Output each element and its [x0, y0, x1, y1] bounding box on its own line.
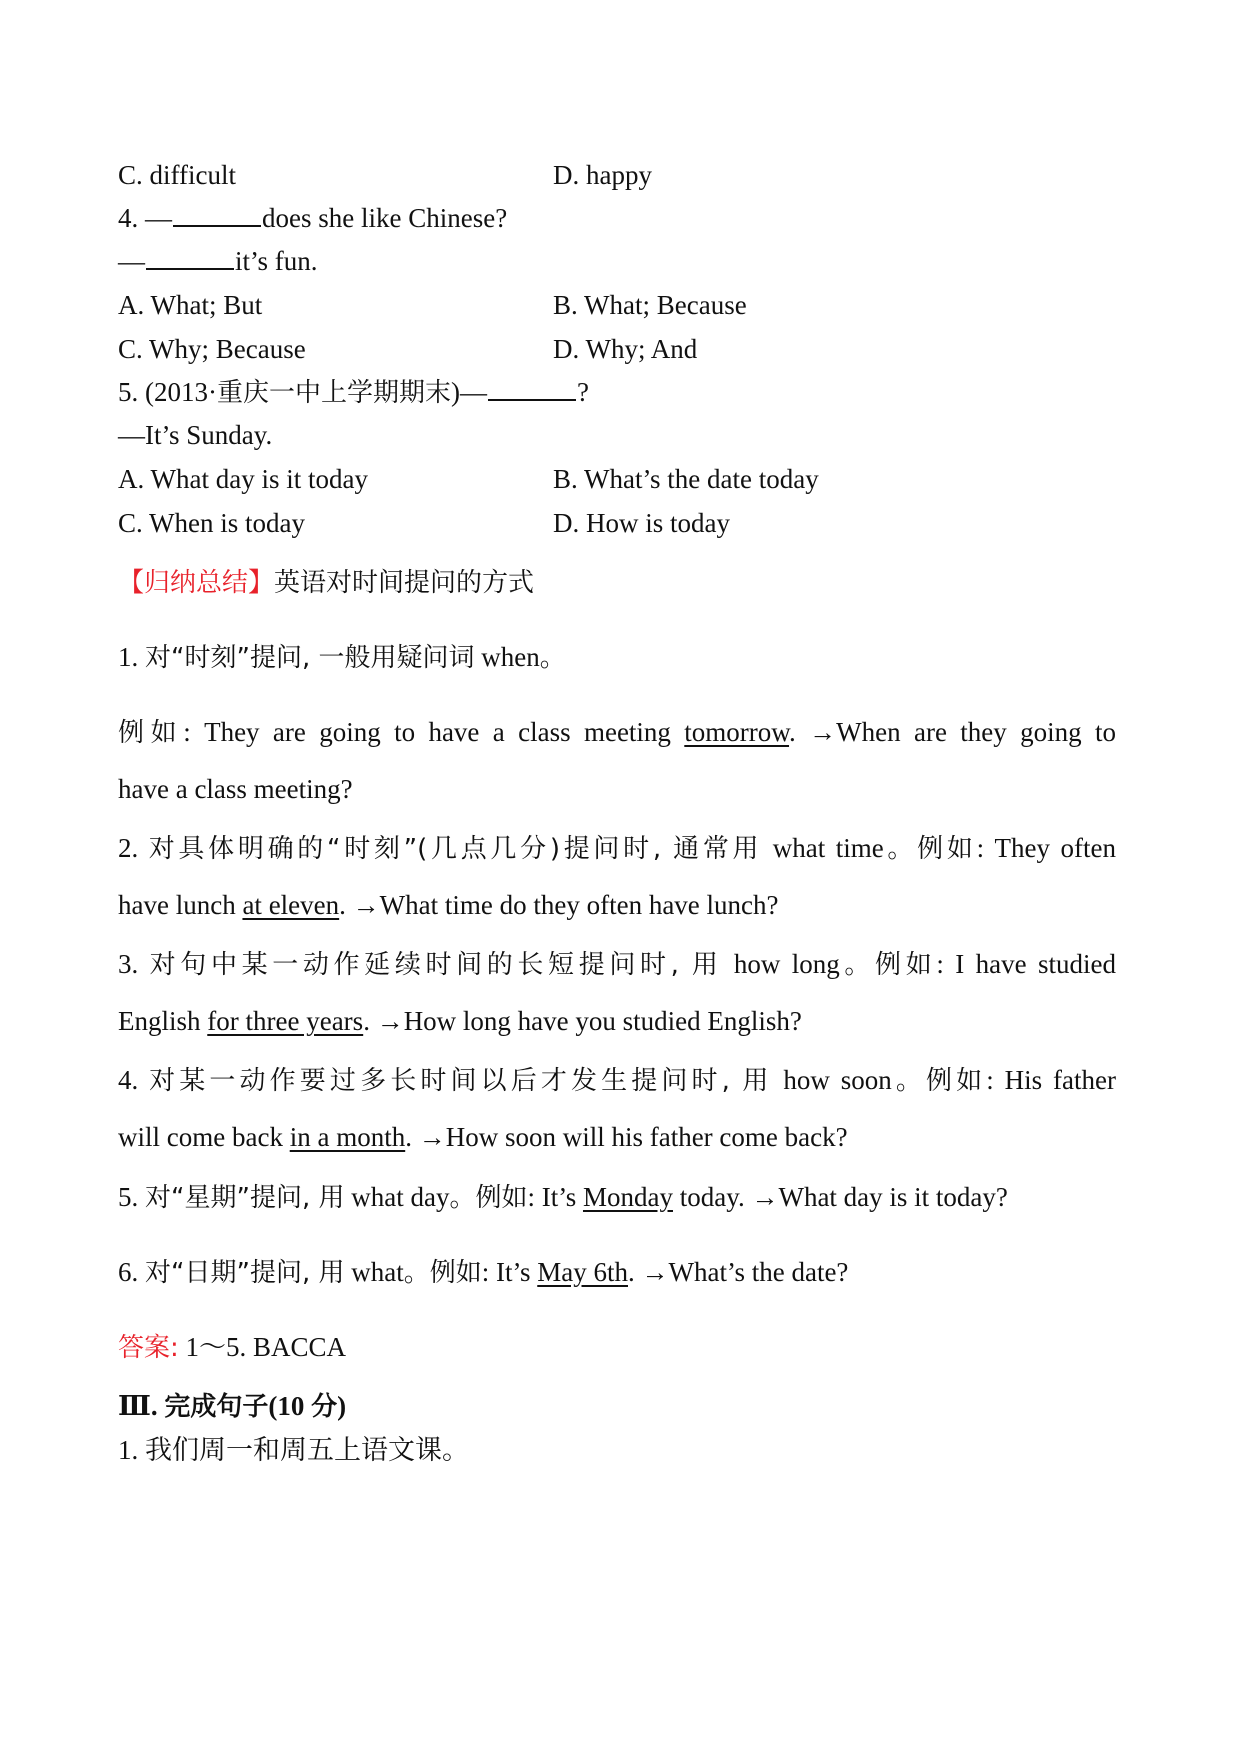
rule-5-num: 5. [118, 1182, 145, 1212]
rule-2-line2 [118, 888, 779, 922]
rule-4-underlined: in a month [289, 1122, 406, 1152]
q5-prefix: 5. (2013· [118, 377, 217, 407]
rule-2-num: 2. [118, 833, 149, 863]
rule-6-en: what [344, 1257, 404, 1287]
answer-value: 1～5. BACCA [178, 1332, 347, 1362]
rule-5-pre: : It’s [527, 1182, 583, 1212]
rule-3-line2 [118, 1004, 802, 1038]
rule-2-cn2: 。例如 [883, 834, 977, 864]
rule-5-post: today. →What day is it today? [672, 1182, 1008, 1212]
rule-1 [118, 640, 566, 675]
rule-4-line2-pre: will come back [118, 1122, 290, 1152]
rule-4-num: 4. [118, 1065, 150, 1095]
rule-1-example-underlined: tomorrow [684, 717, 790, 747]
rule-4-line2-post: . →How soon will his father come back? [405, 1122, 848, 1152]
answer-label: 答案: [118, 1333, 179, 1363]
rule-5 [118, 1180, 1008, 1215]
rule-6-underlined: May 6th [537, 1257, 628, 1287]
rule-1-example-line2: have a class meeting? [118, 774, 353, 804]
rule-2 [118, 831, 1116, 866]
section-3-score: (10 [268, 1391, 312, 1421]
rule-1-example-after: . →When are they going to [789, 717, 1116, 747]
rule-3-cn2: 。例如 [839, 950, 937, 980]
rule-2-underlined: at eleven [242, 890, 340, 920]
rule-6-pre: : It’s [481, 1257, 538, 1287]
q5-reply: —It’s Sunday. [118, 420, 273, 450]
q4-option-c: C. Why; Because [118, 334, 306, 364]
section-3-title [118, 1389, 346, 1424]
rule-1-num: 1. [118, 642, 145, 672]
section-3-num: Ⅲ. [118, 1391, 165, 1421]
section-3-cn: 完成句子 [164, 1392, 269, 1422]
summary-title: 英语对时间提问的方式 [274, 568, 535, 598]
section-3-end: ) [337, 1391, 347, 1421]
rule-3-line2-pre: English [118, 1006, 208, 1036]
rule-2-tail: : They often [976, 833, 1116, 863]
rule-6 [118, 1255, 848, 1290]
rule-6-cn: 对“日期”提问, 用 [145, 1258, 345, 1288]
rule-3-line2-post: . →How long have you studied English? [363, 1006, 802, 1036]
q4-stem-text: does she like Chinese? [262, 203, 508, 233]
rule-4-tail: : His father [986, 1065, 1116, 1095]
q5-qmark: ? [577, 377, 589, 407]
summary-heading [118, 566, 534, 600]
q4-stem [118, 201, 507, 235]
rule-4-cn: 对某一动作要过多长时间以后才发生提问时, 用 [149, 1066, 773, 1096]
rule-6-num: 6. [118, 1257, 145, 1287]
q5-option-a: A. What day is it today [118, 464, 368, 494]
rule-1-example-text: : They are going to have a class meeting [183, 717, 685, 747]
rule-2-cn: 对具体明确的“时刻”(几点几分)提问时, 通常用 [148, 834, 763, 864]
q4-option-a: A. What; But [118, 290, 263, 320]
rule-3-en: how long [722, 949, 840, 979]
section-3-q1: 1. 我们周一和周五上语文课。 [118, 1435, 469, 1465]
rule-5-en: what day [344, 1182, 450, 1212]
rule-4 [118, 1063, 1116, 1098]
q3-option-d: D. happy [553, 160, 652, 190]
q5-source: 重庆一中上学期期末 [216, 378, 451, 408]
summary-tag: 【归纳总结】 [118, 568, 275, 598]
rule-3-underlined: for three years [207, 1006, 364, 1036]
q4-blank-1 [173, 207, 261, 227]
rule-5-cn: 对“星期”提问, 用 [145, 1183, 345, 1213]
rule-5-underlined: Monday [582, 1182, 673, 1212]
rule-1-cn: 对“时刻”提问, 一般用疑问词 [145, 643, 475, 673]
q4-reply-dash: — [118, 246, 145, 276]
rule-6-cn2: 。例如 [403, 1258, 482, 1288]
q5-stem [118, 375, 589, 410]
q4-reply-text: it’s fun. [235, 246, 318, 276]
q4-reply [118, 244, 318, 278]
q4-blank-2 [146, 250, 234, 270]
rule-1-example-label: 例如 [118, 718, 184, 748]
rule-1-end: 。 [539, 643, 566, 673]
answer-line [118, 1330, 346, 1365]
q5-suffix: )— [451, 377, 487, 407]
q5-option-c: C. When is today [118, 508, 305, 538]
q5-option-d: D. How is today [553, 508, 730, 538]
section-3-unit: 分 [311, 1392, 338, 1422]
rule-3-num: 3. [118, 949, 150, 979]
rule-4-cn2: 。例如 [891, 1066, 987, 1096]
rule-2-line2-post: . →What time do they often have lunch? [339, 890, 779, 920]
q5-option-b: B. What’s the date today [553, 464, 819, 494]
q4-option-d: D. Why; And [553, 334, 698, 364]
rule-4-line2 [118, 1120, 848, 1154]
q3-option-c: C. difficult [118, 160, 236, 190]
rule-1-en: when [474, 642, 540, 672]
rule-4-en: how soon [772, 1065, 892, 1095]
q4-number: 4. — [118, 203, 172, 233]
q4-option-b: B. What; Because [553, 290, 747, 320]
rule-3-tail: : I have studied [936, 949, 1117, 979]
rule-1-example [118, 715, 1116, 750]
rule-2-en: what time [762, 833, 884, 863]
rule-3-cn: 对句中某一动作延续时间的长短提问时, 用 [149, 950, 723, 980]
rule-2-line2-pre: have lunch [118, 890, 243, 920]
rule-3 [118, 947, 1116, 982]
rule-5-cn2: 。例如 [449, 1183, 528, 1213]
q5-blank [488, 381, 576, 401]
rule-6-post: . →What’s the date? [628, 1257, 849, 1287]
